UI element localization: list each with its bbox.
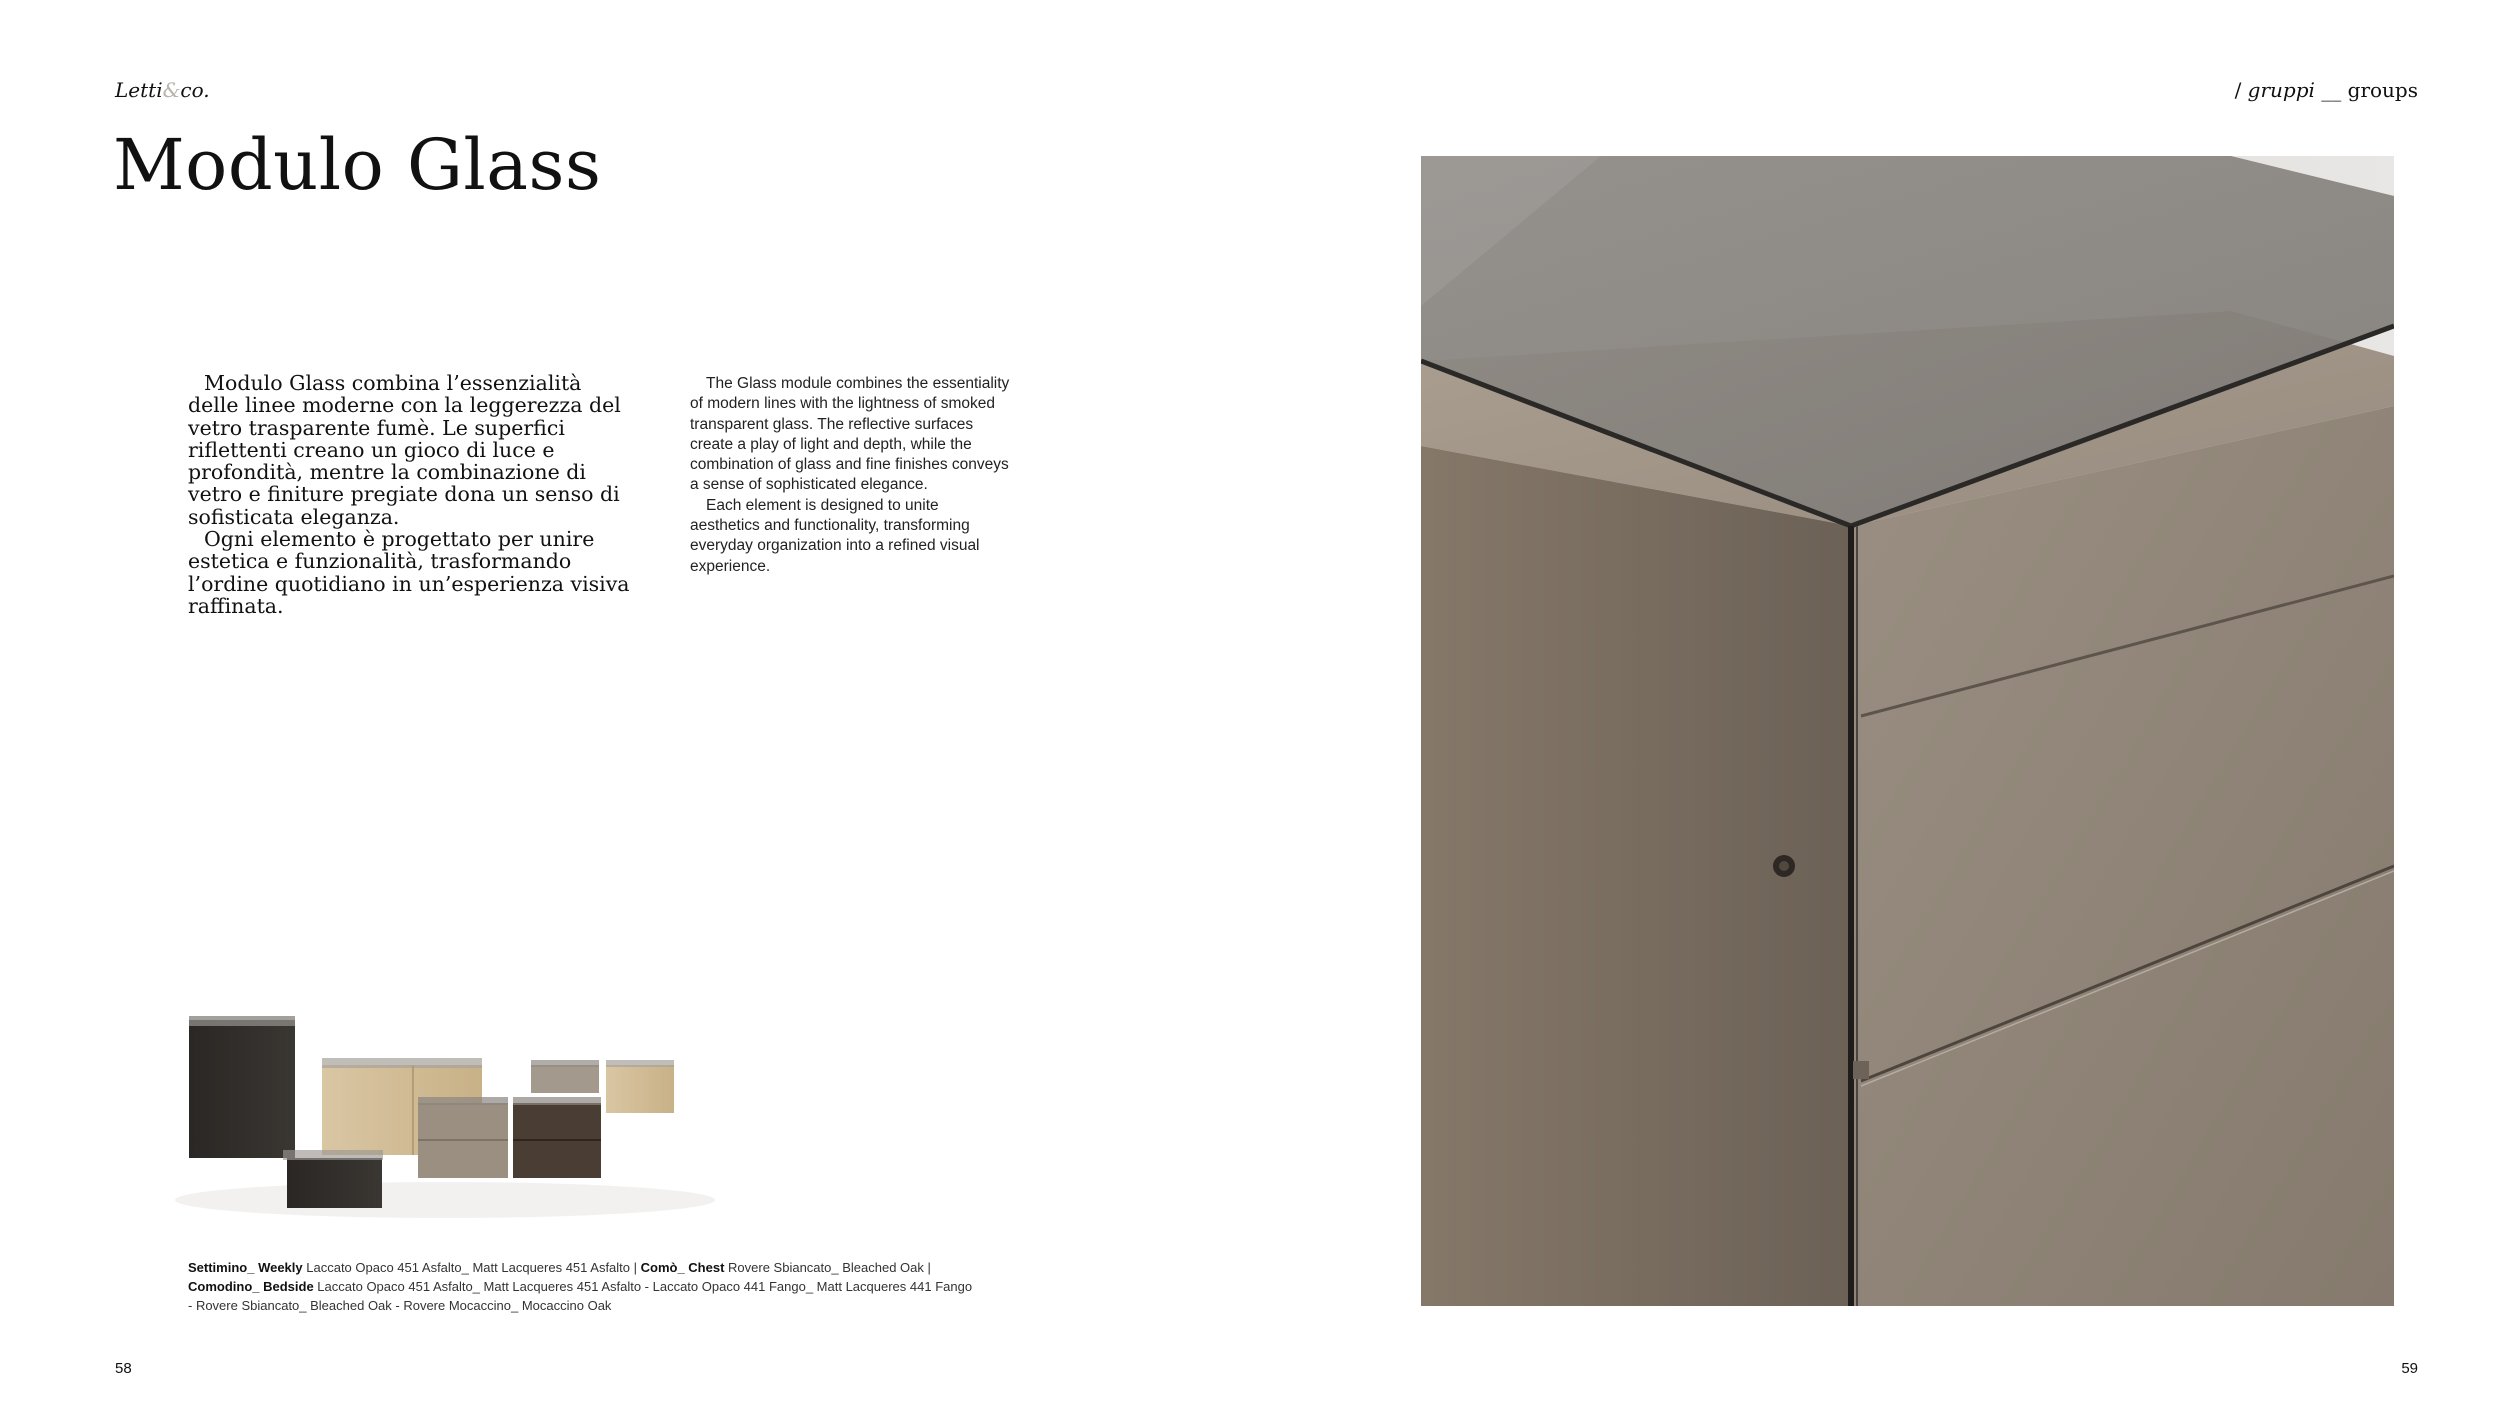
section-italian: gruppi (2247, 78, 2315, 102)
caption-finish-chest: Rovere Sbiancato_ Bleached Oak | (724, 1260, 931, 1275)
caption-finish-bedside-2: - Rovere Sbiancato_ Bleached Oak - Rovere Mocaccino_ Mocaccino Oak (188, 1298, 612, 1313)
brand-ampersand: & (162, 78, 181, 102)
page-number-left: 58 (115, 1360, 132, 1377)
brand-logo (115, 78, 210, 102)
english-paragraph-2: Each element is designed to unite aesthetics and functionality, transforming everyday organization into a refined visual experience. (690, 496, 980, 575)
product-photo (1421, 156, 2394, 1306)
brand-word-2: co. (180, 78, 210, 102)
caption-finish-bedside: Laccato Opaco 451 Asfalto_ Matt Lacqueres 451 Asfalto - Laccato Opaco 441 Fango_ Matt Lacqueres 441 Fango (313, 1279, 973, 1294)
glass-bedside-closeup (1421, 156, 2394, 1306)
caption-item-bedside: Comodino_ Bedside (188, 1279, 314, 1294)
caption-line-1 (188, 1258, 1028, 1277)
caption-item-weekly: Settimino_ Weekly (188, 1260, 303, 1275)
italian-description (188, 372, 638, 617)
caption-line-3 (188, 1296, 1028, 1315)
english-paragraph-1: The Glass module combines the essentiality of modern lines with the lightness of smoked transparent glass. The reflective surfaces create a play of light and depth, while the combination of glass and fine finishes conveys a sense of sophisticated elegance. (690, 375, 1010, 494)
section-separator: __ (2314, 78, 2348, 102)
brand-word-1: Letti (115, 78, 163, 102)
english-description (690, 374, 1010, 577)
page-title: Modulo Glass (113, 124, 602, 206)
caption-finish-weekly: Laccato Opaco 451 Asfalto_ Matt Lacqueres 451 Asfalto | (302, 1260, 641, 1275)
product-caption (188, 1258, 1028, 1315)
italian-paragraph-1: Modulo Glass combina l’essenzialità delle linee moderne con la leggerezza del vetro trasparente fumè. Le superfici riflettenti creano un gioco di luce e profondità, mentre la combinazione di vetro e finiture pregiate dona un senso di sofisticata eleganza. (188, 371, 621, 529)
caption-line-2 (188, 1277, 1028, 1296)
page-number-right: 59 (2401, 1360, 2418, 1377)
product-group-image (165, 1000, 725, 1240)
section-english: groups (2347, 78, 2418, 102)
italian-paragraph-2: Ogni elemento è progettato per unire estetica e funzionalità, trasformando l’ordine quotidiano in un’esperienza visiva raffinata. (188, 527, 630, 618)
section-label (2235, 78, 2418, 102)
section-slash: / (2234, 78, 2248, 102)
caption-item-chest: Comò_ Chest (640, 1260, 725, 1275)
